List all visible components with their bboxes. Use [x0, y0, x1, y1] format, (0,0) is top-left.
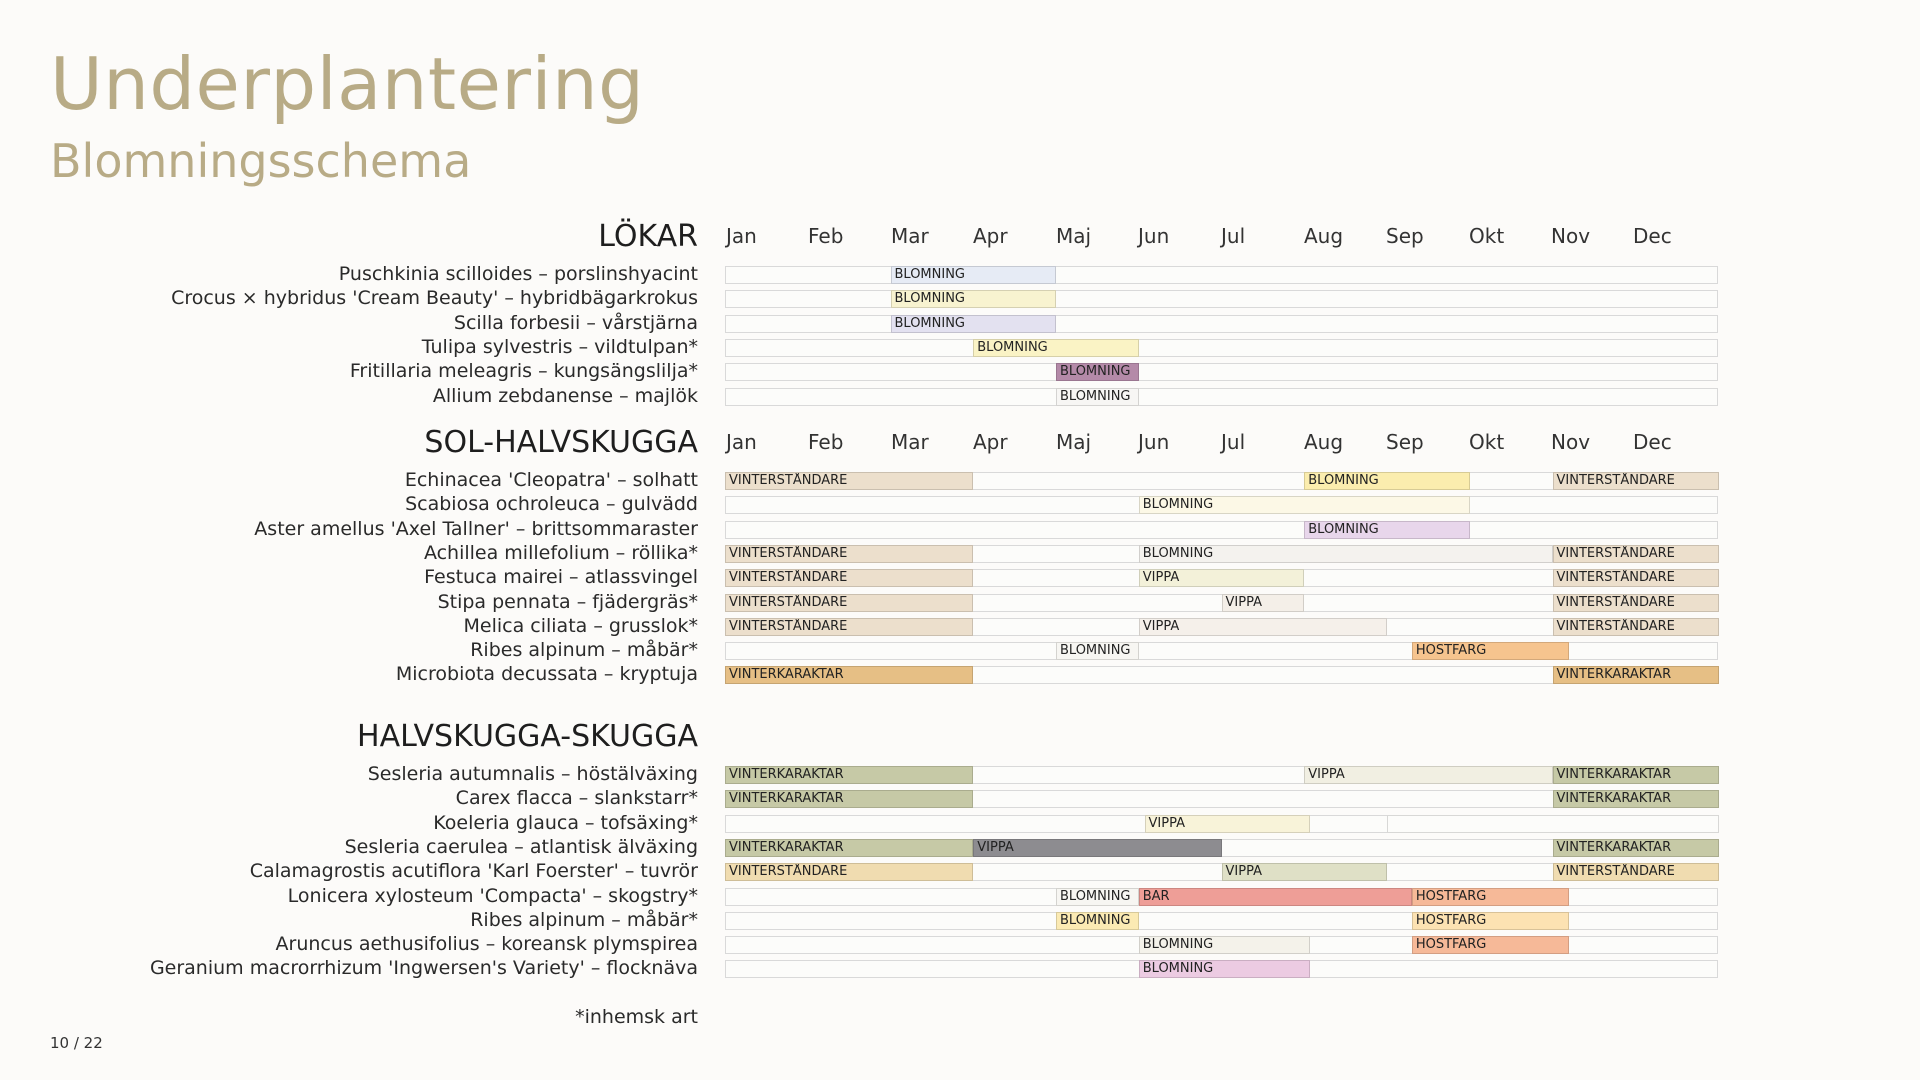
period-bar: BLOMNING — [1304, 472, 1470, 490]
period-bar: VIPPA — [1145, 815, 1311, 833]
month-label: Jun — [1138, 224, 1170, 248]
schedule-track — [725, 496, 1718, 514]
month-label: Feb — [808, 430, 844, 454]
period-bar: BLOMNING — [1139, 496, 1470, 514]
schedule-track — [725, 618, 1718, 636]
period-bar: VINTERKARAKTÄR — [1553, 790, 1720, 808]
period-bar: BLOMNING — [1139, 545, 1553, 563]
month-label: Jul — [1221, 224, 1246, 248]
period-bar: VIPPA — [973, 839, 1221, 857]
period-bar: BÄR — [1139, 888, 1412, 906]
schedule-track — [725, 363, 1718, 381]
period-bar: VINTERKARAKTÄR — [1553, 839, 1720, 857]
plant-label: Melica ciliata – grusslok* — [463, 614, 698, 637]
period-bar: BLOMNING — [891, 315, 1057, 333]
schedule-track — [725, 545, 1718, 563]
schedule-track — [725, 339, 1718, 357]
schedule-track — [725, 888, 1718, 906]
plant-label: Sesleria caerulea – atlantisk älväxing — [344, 835, 698, 858]
month-label: Sep — [1386, 430, 1424, 454]
section-title: SOL-HALVSKUGGA — [424, 425, 698, 460]
month-label: Okt — [1469, 430, 1505, 454]
plant-label: Scilla forbesii – vårstjärna — [453, 311, 698, 334]
period-bar: VIPPA — [1222, 594, 1305, 612]
period-bar: BLOMNING — [1056, 912, 1139, 930]
period-bar: BLOMNING — [1056, 363, 1139, 381]
period-bar: HÖSTFÄRG — [1412, 936, 1569, 954]
month-label: Jan — [726, 430, 757, 454]
plant-label: Calamagrostis acutiflora 'Karl Foerster' – tuvrör — [249, 860, 698, 883]
section-title: LÖKAR — [598, 219, 698, 254]
page-number: 10 / 22 — [50, 1034, 103, 1052]
period-bar: VINTERSTÅNDARE — [725, 863, 973, 881]
schedule-track — [725, 936, 1718, 954]
footnote: *inhemsk art — [575, 1006, 698, 1028]
month-label: Maj — [1056, 224, 1092, 248]
plant-label: Aruncus aethusifolius – koreansk plymspirea — [275, 933, 698, 956]
schedule-track — [725, 815, 1718, 833]
schedule-track — [725, 766, 1718, 784]
period-bar: VINTERKARAKTÄR — [1553, 666, 1720, 684]
schedule-track — [725, 315, 1718, 333]
plant-label: Stipa pennata – fjädergräs* — [437, 590, 698, 613]
period-bar: VINTERKARAKTÄR — [725, 790, 973, 808]
month-label: Aug — [1304, 430, 1344, 454]
schedule-track — [725, 266, 1718, 284]
month-label: Nov — [1551, 224, 1591, 248]
month-label: Jul — [1221, 430, 1246, 454]
month-label: Dec — [1633, 224, 1672, 248]
period-bar: VINTERKARAKTÄR — [725, 666, 973, 684]
period-bar: VINTERSTÅNDARE — [725, 569, 973, 587]
schedule-track — [725, 666, 1718, 684]
period-bar: VINTERKARAKTÄR — [1553, 766, 1720, 784]
month-label: Dec — [1633, 430, 1672, 454]
month-label: Apr — [973, 430, 1008, 454]
schedule-track — [725, 912, 1718, 930]
plant-label: Geranium macrorrhizum 'Ingwersen's Variety' – flocknäva — [149, 957, 698, 980]
plant-label: Crocus × hybridus 'Cream Beauty' – hybridbägarkrokus — [171, 287, 698, 310]
month-label: Feb — [808, 224, 844, 248]
section-title: HALVSKUGGA-SKUGGA — [357, 719, 698, 754]
plant-label: Sesleria autumnalis – höstälväxing — [367, 763, 698, 785]
period-bar: VINTERSTÅNDARE — [1553, 863, 1720, 881]
period-bar: BLOMNING — [1056, 388, 1139, 406]
period-bar: VINTERSTÅNDARE — [1553, 594, 1720, 612]
period-bar: VINTERSTÅNDARE — [1553, 569, 1720, 587]
month-label: Jun — [1138, 430, 1170, 454]
plant-label: Puschkinia scilloides – porslinshyacint — [338, 263, 698, 285]
schedule-track — [725, 863, 1718, 881]
period-bar: VINTERSTÅNDARE — [725, 618, 973, 636]
month-label: Mar — [891, 430, 929, 454]
period-bar: VINTERSTÅNDARE — [1553, 545, 1720, 563]
schedule-track — [725, 569, 1718, 587]
plant-label: Ribes alpinum – måbär* — [470, 908, 698, 931]
period-bar: BLOMNING — [891, 266, 1057, 284]
schedule-track — [725, 472, 1718, 490]
schedule-track — [725, 521, 1718, 539]
plant-label: Festuca mairei – atlassvingel — [424, 566, 698, 589]
month-label: Sep — [1386, 224, 1424, 248]
plant-label: Lonicera xylosteum 'Compacta' – skogstry* — [287, 884, 698, 907]
plant-label: Scabiosa ochroleuca – gulvädd — [405, 493, 698, 516]
schedule-track — [725, 594, 1718, 612]
month-label: Maj — [1056, 430, 1092, 454]
month-label: Okt — [1469, 224, 1505, 248]
schedule-track — [725, 839, 1718, 857]
period-bar: HÖSTFÄRG — [1412, 888, 1569, 906]
period-bar: BLOMNING — [1056, 888, 1139, 906]
period-bar: VIPPA — [1222, 863, 1388, 881]
schedule-track — [725, 960, 1718, 978]
period-bar: VINTERKARAKTÄR — [725, 839, 973, 857]
plant-label: Echinacea 'Cleopatra' – solhatt — [404, 469, 698, 491]
period-bar: VINTERSTÅNDARE — [1553, 618, 1720, 636]
plant-label: Microbiota decussata – kryptuja — [395, 663, 698, 686]
page-title: Underplantering — [50, 42, 645, 126]
plant-label: Achillea millefolium – röllika* — [423, 541, 698, 564]
period-bar: VINTERKARAKTÄR — [725, 766, 973, 784]
period-bar: VINTERSTÅNDARE — [725, 594, 973, 612]
period-bar — [1387, 815, 1719, 833]
schedule-track — [725, 388, 1718, 406]
period-bar: BLOMNING — [1139, 936, 1310, 954]
page-subtitle: Blomningsschema — [50, 134, 472, 188]
month-label: Nov — [1551, 430, 1591, 454]
period-bar: HÖSTFÄRG — [1412, 642, 1569, 660]
period-bar: VIPPA — [1304, 766, 1552, 784]
plant-label: Fritillaria meleagris – kungsängslilja* — [349, 360, 698, 383]
period-bar: BLOMNING — [1139, 960, 1310, 978]
period-bar: VINTERSTÅNDARE — [1553, 472, 1720, 490]
period-bar: VINTERSTÅNDARE — [725, 472, 973, 490]
plant-label: Tulipa sylvestris – vildtulpan* — [421, 335, 698, 358]
plant-label: Allium zebdanense – majlök — [432, 384, 698, 407]
plant-label: Ribes alpinum – måbär* — [470, 639, 698, 662]
schedule-track — [725, 290, 1718, 308]
period-bar: BLOMNING — [1304, 521, 1470, 539]
period-bar: VIPPA — [1139, 569, 1305, 587]
month-label: Mar — [891, 224, 929, 248]
month-label: Apr — [973, 224, 1008, 248]
period-bar: HÖSTFÄRG — [1412, 912, 1569, 930]
schedule-track — [725, 790, 1718, 808]
plant-label: Aster amellus 'Axel Tallner' – brittsommaraster — [254, 517, 698, 540]
month-label: Aug — [1304, 224, 1344, 248]
plant-label: Koeleria glauca – tofsäxing* — [433, 811, 698, 834]
period-bar: BLOMNING — [891, 290, 1057, 308]
period-bar: BLOMNING — [973, 339, 1139, 357]
period-bar: VIPPA — [1139, 618, 1387, 636]
schedule-track — [725, 642, 1718, 660]
plant-label: Carex flacca – slankstarr* — [455, 787, 698, 810]
period-bar: BLOMNING — [1056, 642, 1139, 660]
period-bar: VINTERSTÅNDARE — [725, 545, 973, 563]
month-label: Jan — [726, 224, 757, 248]
